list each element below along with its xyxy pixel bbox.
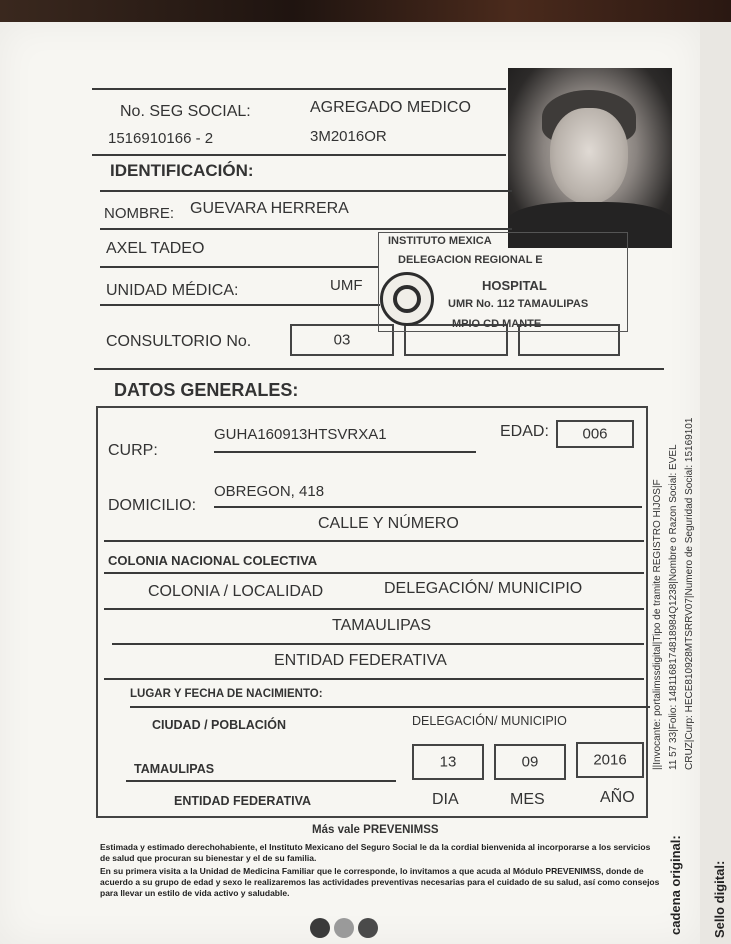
- seg-social-label: No. SEG SOCIAL:: [120, 103, 251, 120]
- delegacion-caption: DELEGACIÓN/ MUNICIPIO: [384, 580, 583, 597]
- mes-caption: MES: [510, 791, 545, 808]
- edad-value: 006: [582, 425, 608, 443]
- id-line-1: [100, 190, 512, 192]
- prevenimss-icon-1: [310, 918, 330, 938]
- dia-value: 13: [439, 753, 457, 771]
- id-line-3: [100, 266, 378, 268]
- domicilio-label: DOMICILIO:: [108, 497, 197, 514]
- curp-value: GUHA160913HTSVRXA1: [214, 426, 387, 443]
- edad-box: [556, 420, 634, 448]
- consultorio-label: CONSULTORIO No.: [106, 333, 252, 350]
- mes-value: 09: [521, 753, 539, 771]
- background-top: [0, 0, 731, 22]
- header-top-line: [92, 88, 506, 90]
- delegacion-caption-2: DELEGACIÓN/ MUNICIPIO: [412, 714, 567, 728]
- stamp-line-1: INSTITUTO MEXICA: [388, 235, 492, 247]
- id-bottom-line: [94, 368, 664, 370]
- ciudad-caption: CIUDAD / POBLACIÓN: [152, 718, 287, 732]
- stamp-line-5: MPIO CD MANTE: [452, 318, 542, 330]
- nacimiento-entidad-caption: ENTIDAD FEDERATIVA: [174, 794, 312, 808]
- domicilio-line: [214, 506, 642, 508]
- lugar-fecha-label: LUGAR Y FECHA DE NACIMIENTO:: [130, 688, 323, 700]
- entidad-line: [112, 643, 644, 645]
- datos-generales-title: DATOS GENERALES:: [114, 380, 299, 400]
- anio-caption: AÑO: [600, 789, 635, 806]
- nombre-value-2: AXEL TADEO: [106, 240, 205, 257]
- domicilio-value: OBREGON, 418: [214, 483, 325, 500]
- nombre-value: GUEVARA HERRERA: [190, 200, 349, 217]
- lugar-line: [130, 706, 650, 708]
- prevenimss-slogan: Más vale PREVENIMSS: [312, 824, 439, 836]
- dia-caption: DIA: [432, 791, 459, 808]
- nacimiento-entidad-value: TAMAULIPAS: [134, 762, 215, 776]
- footer-paragraph-1: Estimada y estimado derechohabiente, el Instituto Mexicano del Seguro Social le da la cordial bienvenida al incorporarse a los servicios de salud que procuran su bienestar y el de su familia.: [100, 842, 651, 863]
- agregado-medico-label: AGREGADO MEDICO: [310, 99, 471, 116]
- nombre-label: NOMBRE:: [104, 205, 175, 222]
- prevenimss-icon-3: [358, 918, 378, 938]
- colonia-caption: COLONIA / LOCALIDAD: [148, 583, 324, 600]
- footer-paragraph-2: En su primera visita a la Unidad de Medicina Familiar que le corresponde, lo invitamos a que acuda al Módulo PREVENIMSS, donde de acuerdo a su grupo de edad y sexo le realizaremos las actividades preventivas necesarias para el cuidado de su salud, así como consejos para llevar un estilo de vida activo y saludable.: [100, 866, 660, 898]
- entidad-bottom-line: [104, 678, 644, 680]
- delegacion-line: [104, 608, 644, 610]
- beneficiary-photo: [508, 68, 672, 248]
- photo-face: [550, 108, 628, 204]
- header-bottom-line: [92, 154, 506, 156]
- mes-box: [494, 744, 566, 780]
- cadena-original-label: cadena original:: [668, 835, 683, 935]
- colonia-value: COLONIA NACIONAL COLECTIVA: [108, 553, 318, 568]
- unidad-medica-label: UNIDAD MÉDICA:: [106, 282, 239, 299]
- anio-box: [576, 742, 644, 778]
- sello-digital-label: Sello digital:: [712, 860, 727, 938]
- curp-line: [214, 451, 476, 453]
- stamp-line-4: UMR No. 112 TAMAULIPAS: [448, 298, 589, 310]
- edad-label: EDAD:: [500, 423, 549, 440]
- id-line-4: [100, 304, 380, 306]
- calle-line: [104, 540, 644, 542]
- entidad-caption: ENTIDAD FEDERATIVA: [274, 652, 447, 669]
- anio-value: 2016: [593, 751, 627, 769]
- vertical-chain-text-2: 11 57 33|Folio: 1481168174818984Q1238|Nombre o Razon Social: EVEL: [668, 444, 679, 770]
- stamp-line-2: DELEGACION REGIONAL E: [398, 254, 543, 266]
- imss-logo-icon: [380, 272, 434, 326]
- id-line-2: [100, 228, 512, 230]
- dia-box: [412, 744, 484, 780]
- entidad-value: TAMAULIPAS: [332, 617, 431, 634]
- unidad-medica-value: UMF: [330, 277, 363, 294]
- vertical-chain-text-3: CRUZ|Curp: HECE810928MTSRRV07|Numero de Seguridad Social: 15169101: [684, 417, 695, 770]
- seg-social-value: 1516910166 - 2: [108, 130, 214, 147]
- vertical-chain-text-1: ||Invocante: portalimssdigital|Tipo de tramite REGISTRO HIJOS|F: [652, 479, 663, 770]
- adjacent-document-edge: [700, 22, 731, 944]
- prevenimss-icon-2: [334, 918, 354, 938]
- colonia-line: [104, 572, 644, 574]
- nacimiento-entidad-line: [126, 780, 396, 782]
- agregado-medico-value: 3M2016OR: [310, 128, 387, 145]
- consultorio-value: 03: [333, 331, 351, 349]
- identificacion-title: IDENTIFICACIÓN:: [110, 161, 254, 180]
- calle-caption: CALLE Y NÚMERO: [318, 515, 459, 532]
- curp-label: CURP:: [108, 442, 158, 459]
- stamp-line-3: HOSPITAL: [482, 278, 547, 293]
